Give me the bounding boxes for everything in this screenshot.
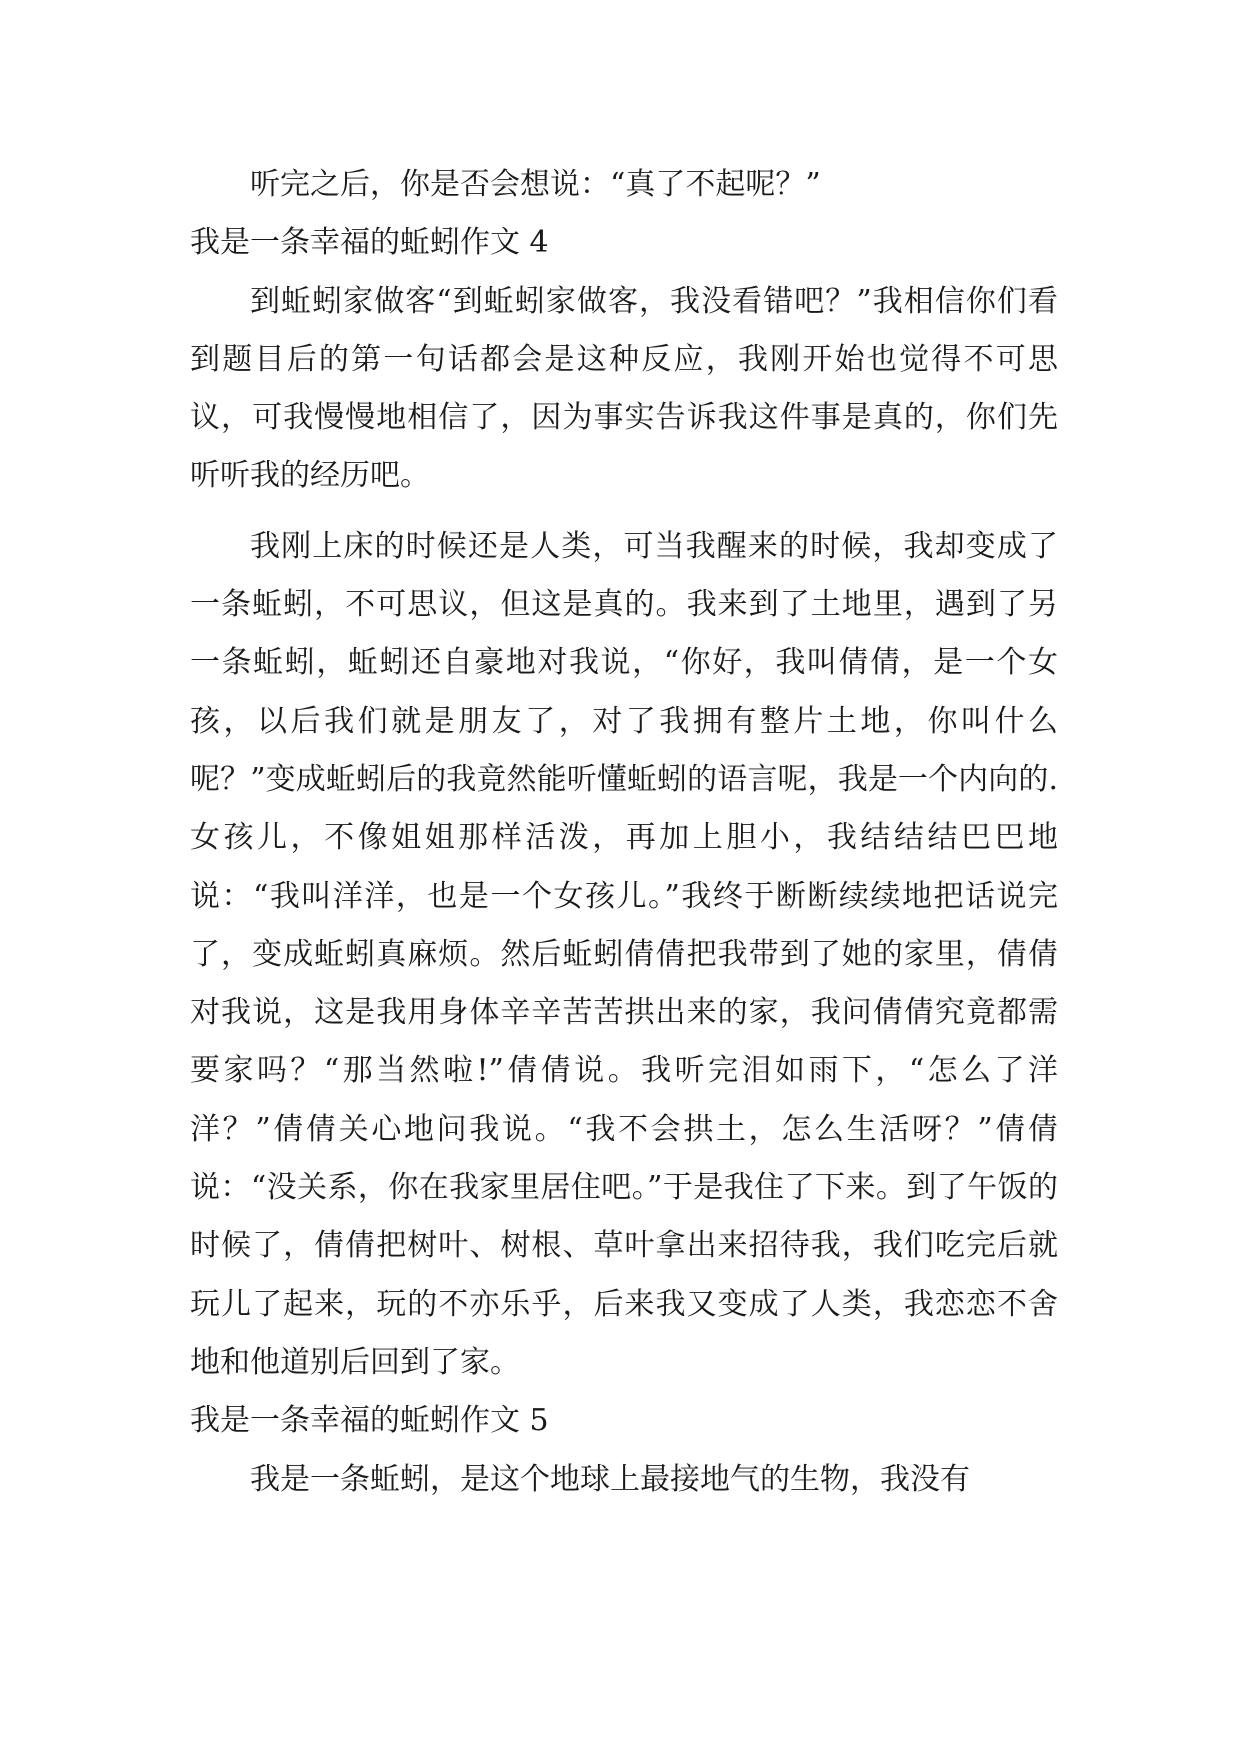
essay-heading-4: 我是一条幸福的蚯蚓作文 4 (190, 225, 549, 261)
paragraph-essay4-1: 到蚯蚓家做客“到蚯蚓家做客，我没看错吧？”我相信你们看到题目后的第一句话都会是这种反应，我刚开始也觉得不可思议，可我慢慢地相信了，因为事实告诉我这件事是真的，你们先听听我的经历吧。 (190, 283, 1058, 494)
paragraph-essay5-1: 我是一条蚯蚓，是这个地球上最接地气的生物，我没有 (250, 1461, 970, 1497)
paragraph-intro: 听完之后，你是否会想说：“真了不起呢？” (250, 167, 821, 202)
essay-heading-5: 我是一条幸福的蚯蚓作文 5 (190, 1403, 549, 1439)
document-body (190, 156, 1058, 1509)
paragraph-essay4-2: 我刚上床的时候还是人类，可当我醒来的时候，我却变成了一条蚯蚓，不可思议，但这是真的。我来到了土地里，遇到了另一条蚯蚓，蚯蚓还自豪地对我说，“你好，我叫倩倩，是一个女孩，以后我们就是朋友了，对了我拥有整片土地，你叫什么呢？”变成蚯蚓后的我竟然能听懂蚯蚓的语言呢，我是一个内向的.女孩儿，不像姐姐那样活泼，再加上胆小，我结结结巴巴地说：“我叫洋洋，也是一个女孩儿。”我终于断断续续地把话说完了，变成蚯蚓真麻烦。然后蚯蚓倩倩把我带到了她的家里，倩倩对我说，这是我用身体辛辛苦苦拱出来的家，我问倩倩究竟都需要家吗？“那当然啦!”倩倩说。我听完泪如雨下，“怎么了洋洋？”倩倩关心地问我说。“我不会拱土，怎么生活呀？”倩倩说：“没关系，你在我家里居住吧。”于是我住了下来。到了午饭的时候了，倩倩把树叶、树根、草叶拿出来招待我，我们吃完后就玩儿了起来，玩的不亦乐乎，后来我又变成了人类，我恋恋不舍地和他道别后回到了家。 (190, 528, 1058, 1380)
